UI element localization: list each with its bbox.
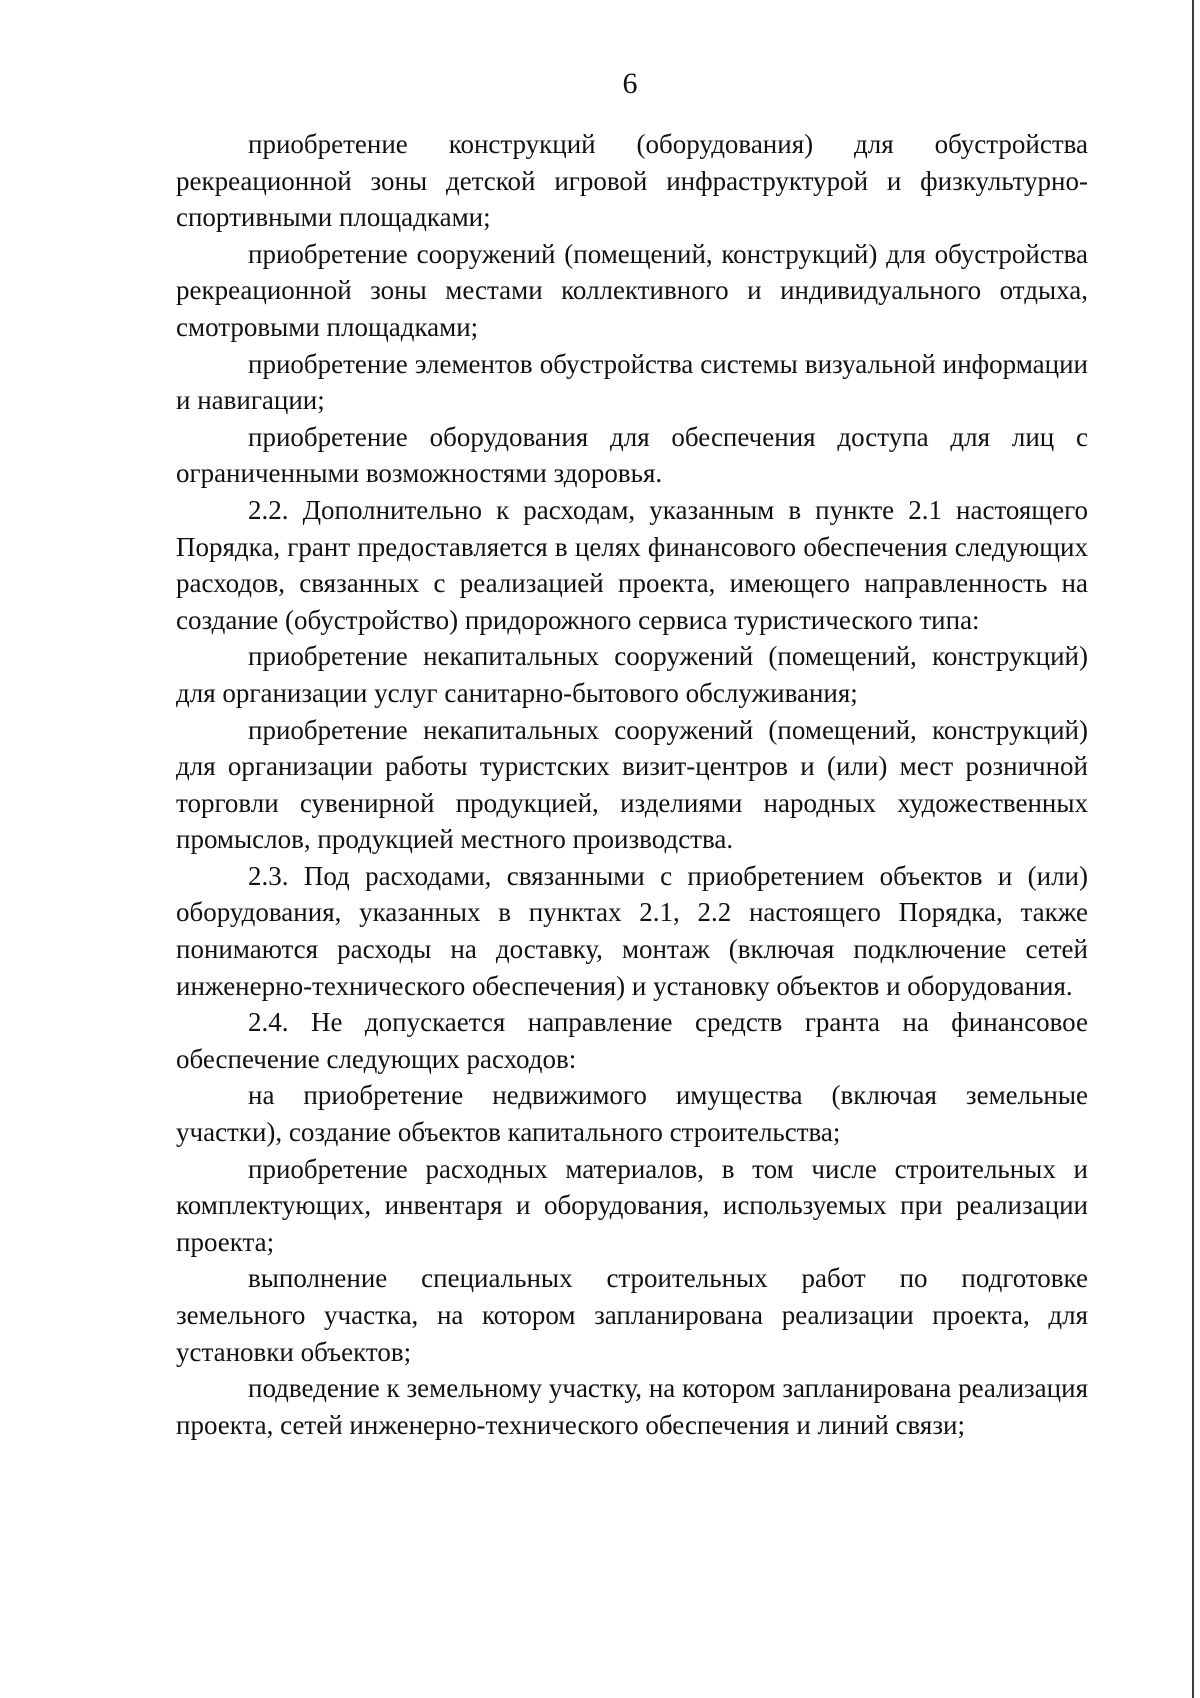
paragraph: приобретение некапитальных сооружений (помещений, конструкций) для организации работы туристских визит-центров и (или) мест розничной торговли сувенирной продукцией, изделиями народных художественных промыслов, продукцией местного производства. — [176, 714, 1088, 855]
paragraph: 2.4. Не допускается направление средств гранта на финансовое обеспечение следующих расходов: — [176, 1007, 1088, 1074]
paragraph: приобретение элементов обустройства системы визуальной информации и навигации; — [176, 348, 1088, 416]
paragraph: приобретение расходных материалов, в том числе строительных и комплектующих, инвентаря и оборудования, используемых при реализации проекта; — [176, 1153, 1088, 1257]
scan-edge-line — [1192, 0, 1194, 1698]
paragraph: приобретение конструкций (оборудования) для обустройства рекреационной зоны детской игровой инфраструктурой и физкультурно-спортивными площадками; — [176, 129, 1088, 233]
paragraph: 2.2. Дополнительно к расходам, указанным в пункте 2.1 настоящего Порядка, грант предоставляется в целях финансового обеспечения следующих расходов, связанных с реализацией проекта, имеющего направленность на создание (обустройство) придорожного сервиса туристического типа: — [176, 494, 1088, 635]
paragraph: приобретение сооружений (помещений, конструкций) для обустройства рекреационной зоны местами коллективного и индивидуального отдыха, смотровыми площадками; — [176, 238, 1088, 342]
paragraph: на приобретение недвижимого имущества (включая земельные участки), создание объектов капитального строительства; — [176, 1080, 1088, 1148]
paragraph: выполнение специальных строительных работ по подготовке земельного участка, на котором запланирована реализации проекта, для установки объектов; — [176, 1263, 1088, 1367]
document-body — [176, 126, 1088, 1443]
paragraph: приобретение оборудования для обеспечения доступа для лиц с ограниченными возможностями здоровья. — [176, 421, 1088, 489]
paragraph: 2.3. Под расходами, связанными с приобретением объектов и (или) оборудования, указанных в пунктах 2.1, 2.2 настоящего Порядка, также понимаются расходы на доставку, монтаж (включая подключение сетей инженерно-технического обеспечения) и установку объектов и оборудования. — [176, 860, 1088, 1001]
paragraph: приобретение некапитальных сооружений (помещений, конструкций) для организации услуг санитарно-бытового обслуживания; — [176, 641, 1088, 708]
page-number: 6 — [622, 67, 638, 100]
paragraph: подведение к земельному участку, на котором запланирована реализация проекта, сетей инженерно-технического обеспечения и линий связи; — [176, 1373, 1088, 1440]
